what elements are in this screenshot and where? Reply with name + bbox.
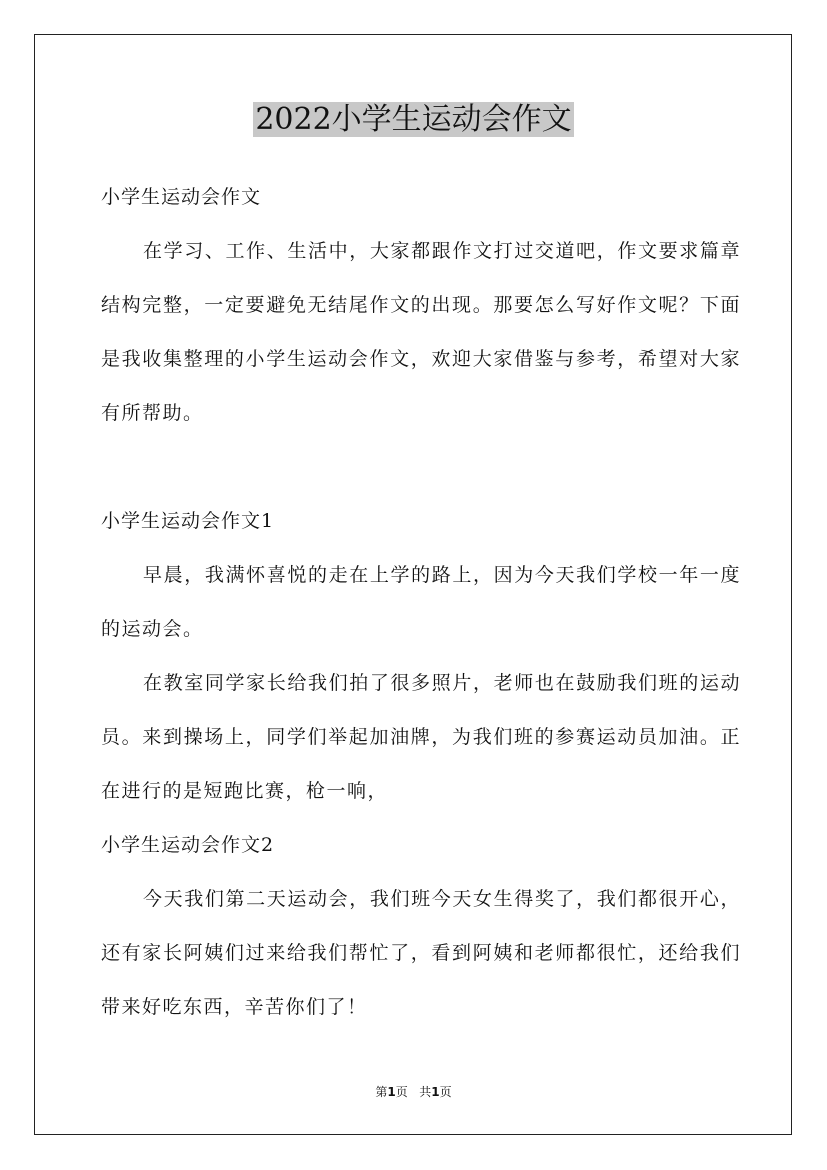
footer-page-unit: 页 [395,1085,408,1099]
footer-total-unit: 页 [439,1085,452,1099]
footer-total-prefix: 共 [419,1085,432,1099]
paragraph: 早晨，我满怀喜悦的走在上学的路上，因为今天我们学校一年一度的运动会。 [101,564,741,640]
footer-total-pages: 1 [431,1085,440,1099]
spacer [101,440,741,494]
footer-page-prefix: 第 [375,1085,388,1099]
document-title [0,100,827,140]
paragraph: 在教室同学家长给我们拍了很多照片，老师也在鼓励我们班的运动员。来到操场上，同学们举起加油牌，为我们班的参赛运动员加油。正在进行的是短跑比赛，枪一响， [101,672,741,802]
document-body [101,170,741,1034]
paragraph: 今天我们第二天运动会，我们班今天女生得奖了，我们都很开心，还有家长阿姨们过来给我们帮忙了，看到阿姨和老师都很忙，还给我们带来好吃东西，辛苦你们了！ [101,888,741,1018]
paragraph: 在学习、工作、生活中，大家都跟作文打过交道吧，作文要求篇章结构完整，一定要避免无结尾作文的出现。那要怎么写好作文呢？下面是我收集整理的小学生运动会作文，欢迎大家借鉴与参考，希望对大家有所帮助。 [101,240,741,424]
section-heading: 小学生运动会作文 [101,186,262,208]
page-footer [0,1083,827,1100]
section-heading: 小学生运动会作文2 [101,834,275,856]
section-heading: 小学生运动会作文1 [101,510,275,532]
footer-page-number: 1 [387,1085,396,1099]
document-title-text: 2022小学生运动会作文 [255,102,572,137]
